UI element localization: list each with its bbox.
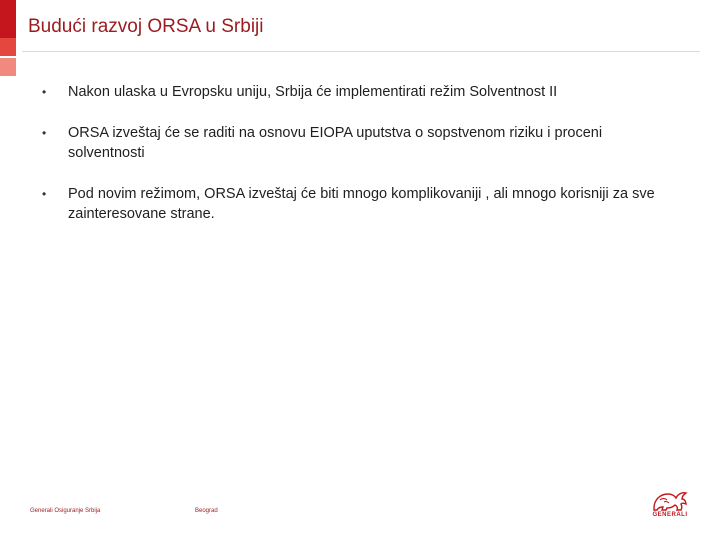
bullet-text: ORSA izveštaj će se raditi na osnovu EIOPA uputstva o sopstvenom riziku i proceni solventnosti — [68, 125, 603, 161]
bullet-list — [40, 82, 680, 245]
bullet-text: Nakon ulaska u Evropsku uniju, Srbija će implementirati režim Solventnost II — [68, 84, 558, 100]
logo-wordmark: GENERALI — [652, 512, 688, 518]
bullet-item — [40, 82, 680, 102]
slide-title: Budući razvoj ORSA u Srbiji — [28, 16, 264, 37]
bullet-item — [40, 123, 680, 163]
accent-bar-segment-mid — [0, 38, 16, 56]
bullet-marker: • — [42, 187, 47, 201]
bullet-item — [40, 184, 680, 224]
bullet-marker: • — [42, 85, 47, 99]
bullet-text: Pod novim režimom, ORSA izveštaj će biti mnogo komplikovaniji , ali mnogo korisniji za sve zainteresovane strane. — [68, 186, 655, 222]
accent-bar — [0, 0, 16, 76]
footer-city: Beograd — [195, 508, 218, 514]
title-divider — [22, 51, 700, 52]
footer-company: Generali Osiguranje Srbija — [30, 508, 101, 514]
accent-bar-segment-light — [0, 58, 16, 76]
generali-logo — [648, 488, 692, 520]
bullet-marker: • — [42, 126, 47, 140]
lion-icon — [648, 488, 692, 512]
accent-bar-segment-dark — [0, 0, 16, 38]
